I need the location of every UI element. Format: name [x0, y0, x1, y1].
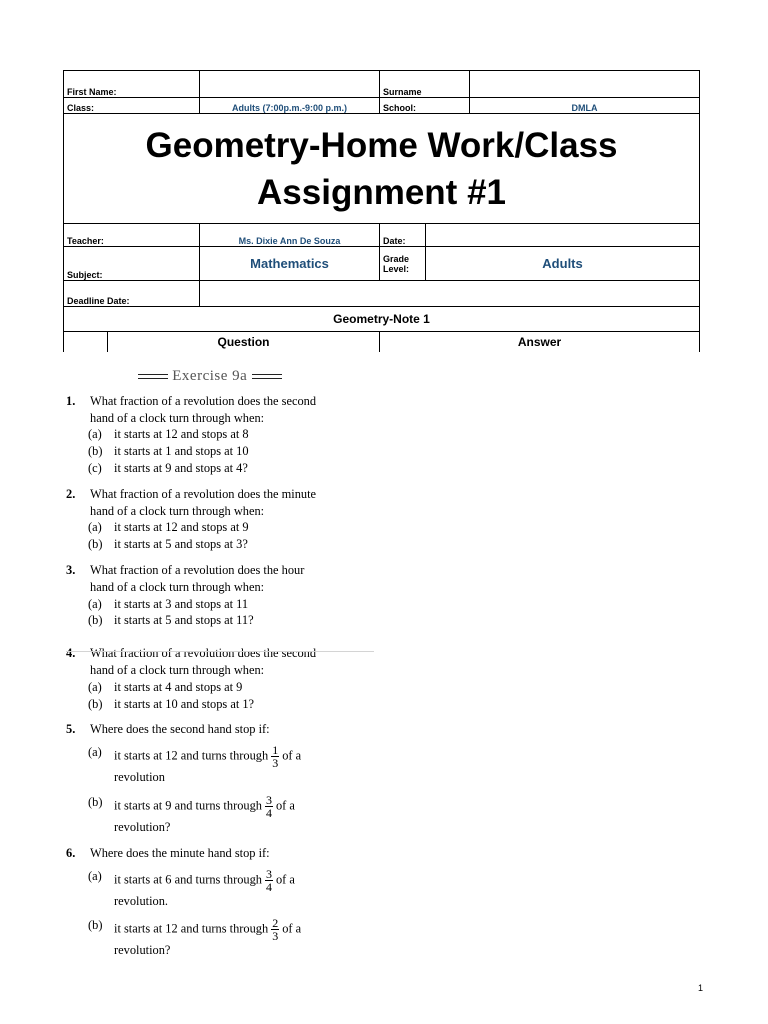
deadline-label: Deadline Date: [64, 281, 200, 307]
teacher-label: Teacher: [64, 224, 200, 247]
grade-label-line-2: Level: [383, 263, 410, 274]
title-line-1: Geometry-Home Work/Class [145, 125, 618, 165]
note-title: Geometry-Note 1 [64, 307, 700, 332]
title-left-rule [138, 374, 168, 379]
first-name-value[interactable] [200, 71, 380, 98]
question-6 [66, 845, 376, 959]
fraction [265, 868, 273, 893]
option-continuation: revolution [114, 770, 165, 785]
fraction-denominator: 3 [272, 756, 279, 771]
option [66, 596, 376, 613]
first-name-label: First Name: [64, 71, 200, 98]
option-text: it starts at 9 and stops at 4? [114, 460, 248, 475]
option-label: (b) [88, 696, 103, 711]
option-text: it starts at 5 and stops at 11? [114, 613, 254, 628]
option-label: (a) [88, 520, 102, 535]
option-text-post: of a [275, 871, 295, 886]
question-5 [66, 721, 376, 835]
fraction [271, 744, 279, 769]
question-number: 3. [66, 562, 76, 577]
option [66, 744, 376, 769]
title-right-rule [252, 374, 282, 379]
fraction [271, 917, 279, 942]
date-value[interactable] [426, 224, 700, 247]
question-column-header: Question [108, 332, 380, 352]
subject-label: Subject: [64, 247, 200, 281]
option-label: (c) [88, 460, 102, 475]
question-text: What fraction of a revolution does the second [90, 393, 317, 408]
option [66, 679, 376, 696]
question-text-continued: hand of a clock turn through when: [90, 579, 265, 594]
option [66, 426, 376, 443]
question-text-continued: hand of a clock turn through when: [90, 503, 265, 518]
option-continuation: revolution? [114, 819, 171, 834]
question-2 [66, 486, 376, 553]
option-text [114, 744, 301, 769]
option-label: (b) [88, 918, 103, 933]
option-text [114, 794, 295, 819]
header-table [63, 70, 700, 352]
question-4 [66, 645, 376, 712]
question-text-continued: hand of a clock turn through when: [90, 410, 265, 425]
option [66, 460, 376, 477]
option [66, 794, 376, 819]
fraction-numerator: 1 [272, 743, 279, 758]
section-divider [66, 651, 374, 652]
exercise-title [138, 368, 376, 385]
option-text-pre: it starts at 6 and turns through [114, 871, 262, 886]
deadline-value[interactable] [200, 281, 700, 307]
option-continuation: revolution. [114, 893, 169, 908]
fraction-denominator: 4 [265, 805, 272, 820]
option-label: (a) [88, 596, 102, 611]
question-text: What fraction of a revolution does the minute [90, 486, 317, 501]
option-text: it starts at 12 and stops at 9 [114, 520, 249, 535]
fraction-numerator: 3 [265, 792, 272, 807]
option-label: (b) [88, 537, 103, 552]
option-label: (a) [88, 745, 102, 760]
option-label: (a) [88, 679, 102, 694]
question-number: 1. [66, 393, 76, 408]
exercise-title-text: Exercise 9a [172, 368, 248, 384]
page-title [64, 114, 700, 224]
option [66, 868, 376, 893]
grade-value: Adults [426, 247, 700, 281]
fraction-numerator: 3 [265, 866, 272, 881]
class-label: Class: [64, 98, 200, 114]
option-text-pre: it starts at 9 and turns through [114, 798, 262, 813]
option-text: it starts at 5 and stops at 3? [114, 537, 248, 552]
question-number: 2. [66, 486, 76, 501]
title-line-2: Assignment #1 [257, 172, 506, 212]
option-label: (b) [88, 613, 103, 628]
subject-value: Mathematics [200, 247, 380, 281]
surname-label: Surname [380, 71, 470, 98]
number-column-header [64, 332, 108, 352]
option-text [114, 917, 301, 942]
date-label: Date: [380, 224, 426, 247]
option [66, 519, 376, 536]
school-label: School: [380, 98, 470, 114]
option-text-post: of a [282, 748, 302, 763]
exercise-block [66, 368, 376, 968]
option-text-post: of a [275, 798, 295, 813]
question-number: 5. [66, 722, 76, 737]
question-1 [66, 393, 376, 477]
question-3 [66, 562, 376, 629]
school-value: DMLA [470, 98, 700, 114]
option-text-post: of a [282, 921, 302, 936]
surname-value[interactable] [470, 71, 700, 98]
question-text: What fraction of a revolution does the second [90, 646, 317, 661]
page-number: 1 [698, 983, 704, 993]
option [66, 696, 376, 713]
option-text: it starts at 1 and stops at 10 [114, 444, 249, 459]
fraction [265, 794, 273, 819]
grade-label-line-1: Grade [383, 253, 410, 264]
option-text-pre: it starts at 12 and turns through [114, 748, 269, 763]
question-text: What fraction of a revolution does the hour [90, 562, 305, 577]
option [66, 536, 376, 553]
fraction-numerator: 2 [272, 916, 279, 931]
option-label: (b) [88, 794, 103, 809]
question-list [66, 393, 376, 713]
question-number: 6. [66, 845, 76, 860]
question-text-continued: hand of a clock turn through when: [90, 662, 265, 677]
option-text [114, 868, 295, 893]
option-text: it starts at 10 and stops at 1? [114, 696, 255, 711]
option-text: it starts at 4 and stops at 9 [114, 679, 243, 694]
option-continuation: revolution? [114, 943, 171, 958]
teacher-value: Ms. Dixie Ann De Souza [200, 224, 380, 247]
option-text: it starts at 12 and stops at 8 [114, 427, 249, 442]
option [66, 612, 376, 629]
question-text: Where does the minute hand stop if: [90, 845, 270, 860]
option-label: (a) [88, 868, 102, 883]
option [66, 443, 376, 460]
option-label: (a) [88, 427, 102, 442]
grade-label [380, 247, 426, 281]
fraction-denominator: 4 [265, 879, 272, 894]
question-text: Where does the second hand stop if: [90, 722, 270, 737]
question-number: 4. [66, 646, 76, 661]
option [66, 917, 376, 942]
fraction-denominator: 3 [272, 929, 279, 944]
option-text-pre: it starts at 12 and turns through [114, 921, 269, 936]
option-label: (b) [88, 444, 103, 459]
answer-column-header: Answer [380, 332, 700, 352]
option-text: it starts at 3 and stops at 11 [114, 596, 249, 611]
class-value: Adults (7:00p.m.-9:00 p.m.) [200, 98, 380, 114]
